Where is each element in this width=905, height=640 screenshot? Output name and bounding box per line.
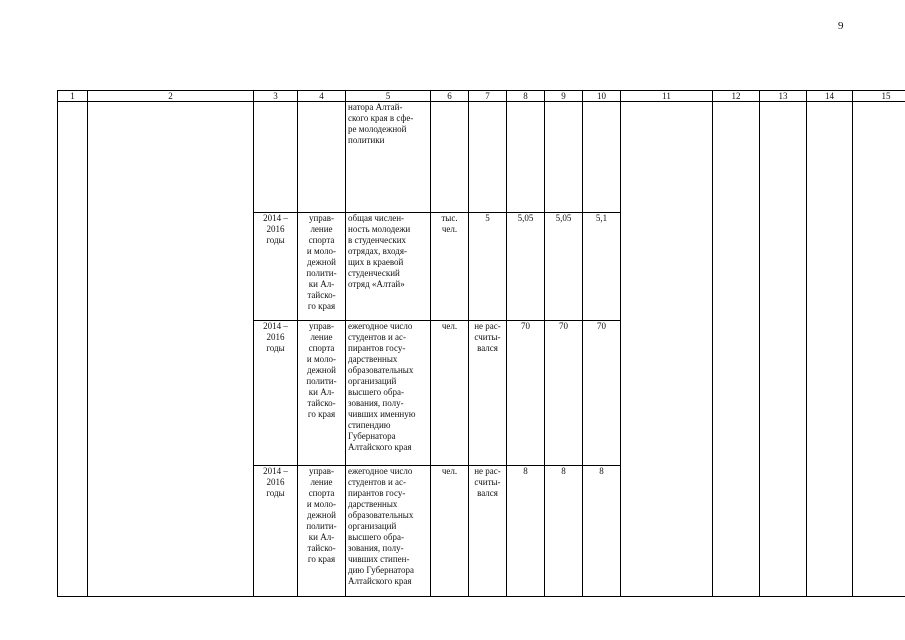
page-number: 9: [838, 20, 844, 32]
value-2014-cell: 8: [507, 466, 545, 597]
col-2-cell: [88, 102, 254, 597]
executor-cell: управ- ление спорта и моло- дежной полити- ки Ал- тайско- го края: [298, 466, 346, 597]
col-header-10: 10: [583, 91, 621, 102]
col-header-1: 1: [58, 91, 88, 102]
col-header-13: 13: [760, 91, 807, 102]
base-value-cell: [469, 102, 507, 213]
col-header-6: 6: [431, 91, 469, 102]
col-header-7: 7: [469, 91, 507, 102]
col-header-14: 14: [807, 91, 853, 102]
executor-cell: [298, 102, 346, 213]
col-header-9: 9: [545, 91, 583, 102]
col-header-11: 11: [621, 91, 713, 102]
col-header-5: 5: [346, 91, 431, 102]
base-value-cell: 5: [469, 213, 507, 321]
indicator-cell: ежегодное число студентов и ас- пирантов госу- дарственных образовательных организаций высшего обра- зования, полу- чивших стипен- дию Губернатора Алтайского края: [346, 466, 431, 597]
unit-cell: тыс. чел.: [431, 213, 469, 321]
value-2015-cell: [545, 102, 583, 213]
col-header-15: 15: [853, 91, 905, 102]
value-2015-cell: 70: [545, 321, 583, 466]
period-cell: [254, 102, 298, 213]
indicator-cell: общая числен- ность молодежи в студенческих отрядах, входя- щих в краевой студенческий отряд «Алтай»: [346, 213, 431, 321]
col-header-4: 4: [298, 91, 346, 102]
col-11-cell: [621, 102, 713, 597]
period-cell: 2014 – 2016 годы: [254, 321, 298, 466]
col-12-cell: [713, 102, 760, 597]
value-2016-cell: 70: [583, 321, 621, 466]
unit-cell: чел.: [431, 321, 469, 466]
value-2016-cell: 8: [583, 466, 621, 597]
value-2016-cell: 5,1: [583, 213, 621, 321]
period-cell: 2014 – 2016 годы: [254, 466, 298, 597]
col-header-8: 8: [507, 91, 545, 102]
executor-cell: управ- ление спорта и моло- дежной полити- ки Ал- тайско- го края: [298, 213, 346, 321]
value-2014-cell: 70: [507, 321, 545, 466]
program-table: [57, 90, 905, 597]
col-header-2: 2: [88, 91, 254, 102]
value-2015-cell: 5,05: [545, 213, 583, 321]
value-2015-cell: 8: [545, 466, 583, 597]
table-row: [58, 102, 905, 213]
column-number-row: [58, 91, 905, 102]
value-2014-cell: [507, 102, 545, 213]
base-value-cell: не рас- считы- вался: [469, 321, 507, 466]
value-2014-cell: 5,05: [507, 213, 545, 321]
col-14-cell: [807, 102, 853, 597]
col-header-12: 12: [713, 91, 760, 102]
base-value-cell: не рас- считы- вался: [469, 466, 507, 597]
col-header-3: 3: [254, 91, 298, 102]
indicator-cell: ежегодное число студентов и ас- пирантов госу- дарственных образовательных организаций высшего обра- зования, полу- чивших именную стипендию Губернатора Алтайского края: [346, 321, 431, 466]
col-13-cell: [760, 102, 807, 597]
unit-cell: чел.: [431, 466, 469, 597]
col-1-cell: [58, 102, 88, 597]
unit-cell: [431, 102, 469, 213]
executor-cell: управ- ление спорта и моло- дежной полити- ки Ал- тайско- го края: [298, 321, 346, 466]
col-15-cell: [853, 102, 905, 597]
period-cell: 2014 – 2016 годы: [254, 213, 298, 321]
indicator-cell: натора Алтай- ского края в сфе- ре молодежной политики: [346, 102, 431, 213]
value-2016-cell: [583, 102, 621, 213]
